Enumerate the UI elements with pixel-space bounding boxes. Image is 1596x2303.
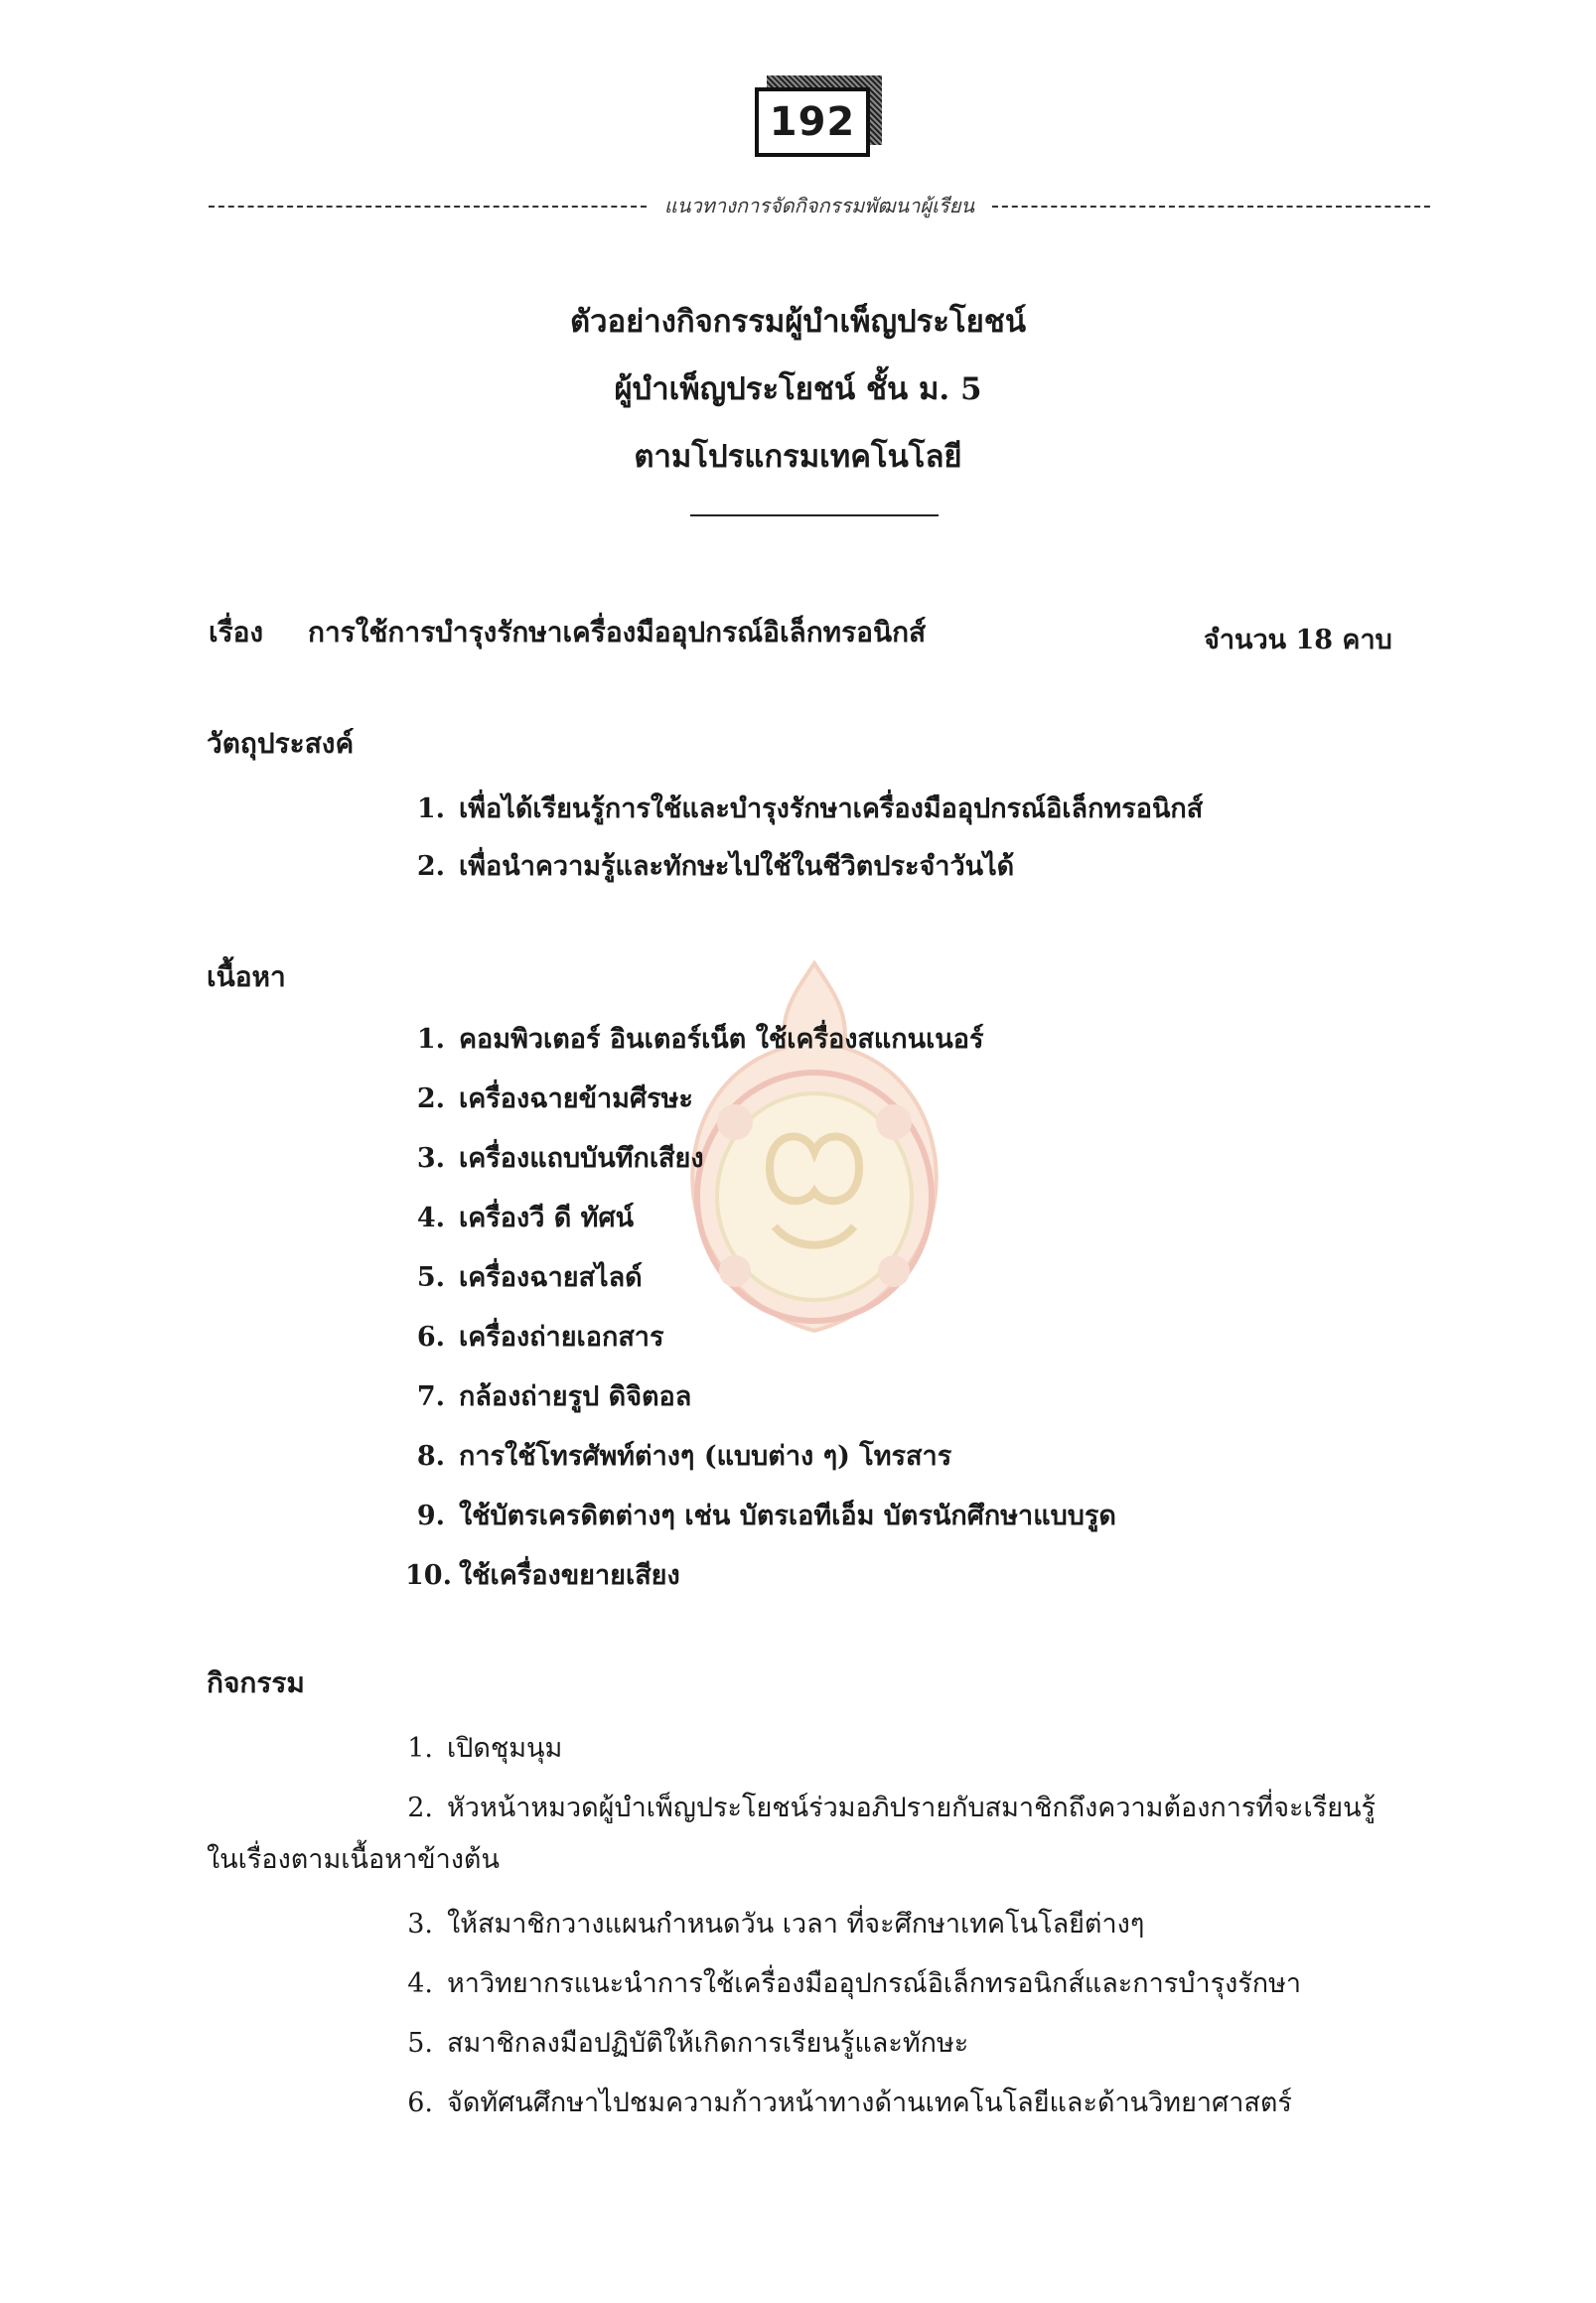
document-title: ตัวอย่างกิจกรรมผู้บำเพ็ญประโยชน์ [569,304,1027,340]
item-number: 10. [405,1560,452,1591]
item-text: เครื่องฉายสไลด์ [459,1262,643,1293]
item-text: เพื่อนำความรู้และทักษะไปใช้ในชีวิตประจำวันได้ [459,851,1015,882]
item-number: 5. [416,1262,445,1293]
item-number: 5. [407,2028,433,2059]
item-text: สมาชิกลงมือปฏิบัติให้เกิดการเรียนรู้และทักษะ [447,2028,969,2059]
item-number: 6. [407,2087,433,2118]
period-count: จำนวน 18 คาบ [1204,625,1392,655]
office-seal-emblem-icon [675,953,953,1341]
activity-item-continuation: ในเรื่องตามเนื้อหาข้างต้น [207,1844,500,1875]
page-number-badge [755,83,884,163]
item-text: เครื่องฉายข้ามศีรษะ [459,1083,693,1114]
document-subtitle-grade: ผู้บำเพ็ญประโยชน์ ชั้น ม. 5 [614,371,982,407]
content-item [405,1315,663,1358]
activity-item [393,2021,968,2064]
item-text: เครื่องแถบบันทึกเสียง [459,1143,704,1174]
item-number: 9. [416,1501,445,1531]
item-text: คอมพิวเตอร์ อินเตอร์เน็ต ใช้เครื่องสแกนเนอร์ [459,1024,984,1055]
item-text: เครื่องถ่ายเอกสาร [459,1322,664,1353]
content-item [405,1553,680,1596]
item-text: การใช้โทรศัพท์ต่างๆ (แบบต่าง ๆ) โทรสาร [459,1441,952,1472]
item-text: เครื่องวี ดี ทัศน์ [459,1203,635,1233]
objectives-heading: วัตถุประสงค์ [207,727,355,760]
item-number: 2. [407,1793,433,1823]
content-item [405,1017,983,1060]
objective-item [405,787,1203,829]
content-item [405,1077,693,1119]
item-text: หัวหน้าหมวดผู้บำเพ็ญประโยชน์ร่วมอภิปรายกับสมาชิกถึงความต้องการที่จะเรียนรู้ [447,1793,1377,1823]
item-number: 8. [416,1441,445,1472]
running-header [209,191,1430,220]
item-text: ใช้บัตรเครดิตต่างๆ เช่น บัตรเอทีเอ็ม บัตรนักศึกษาแบบรูด [459,1501,1116,1531]
content-heading: เนื้อหา [207,960,286,993]
item-text: เปิดชุมนุม [447,1733,563,1764]
item-text: กล้องถ่ายรูป ดิจิตอล [459,1381,692,1412]
activities-heading: กิจกรรม [207,1666,305,1699]
subject-title: การใช้การบำรุงรักษาเครื่องมืออุปกรณ์อิเล็กทรอนิกส์ [308,616,927,648]
objective-item [405,844,1014,887]
activity-item [393,1902,1144,1944]
item-number: 6. [416,1322,445,1353]
content-item [405,1196,634,1238]
item-text: หาวิทยากรแนะนำการใช้เครื่องมืออุปกรณ์อิเล็กทรอนิกส์และการบำรุงรักษา [447,1968,1302,1999]
item-text: เพื่อได้เรียนรู้การใช้และบำรุงรักษาเครื่องมืออุปกรณ์อิเล็กทรอนิกส์ [459,793,1204,824]
content-item [405,1494,1116,1536]
item-text: ให้สมาชิกวางแผนกำหนดวัน เวลา ที่จะศึกษาเทคโนโลยีต่างๆ [447,1909,1145,1940]
item-number: 3. [416,1143,445,1174]
page-number: 192 [755,87,870,157]
item-text: ใช้เครื่องขยายเสียง [459,1560,680,1591]
item-number: 1. [416,793,445,824]
title-divider [690,514,939,516]
document-subtitle-program: ตามโปรแกรมเทคโนโลยี [634,439,962,475]
item-number: 3. [407,1909,433,1940]
item-number: 2. [416,1083,445,1114]
subject-label: เรื่อง [209,616,264,648]
item-number: 1. [416,1024,445,1055]
activity-item [393,1786,1376,1828]
activity-item [393,1726,562,1769]
content-item [405,1434,951,1477]
header-dash-left [209,206,647,208]
item-number: 1. [407,1733,433,1764]
header-dash-right [992,206,1430,208]
content-item [405,1255,643,1298]
item-text: จัดทัศนศึกษาไปชมความก้าวหน้าทางด้านเทคโนโลยีและด้านวิทยาศาสตร์ [447,2087,1292,2118]
item-number: 2. [416,851,445,882]
content-item [405,1136,704,1179]
activity-item [393,1961,1301,2004]
item-number: 4. [416,1203,445,1233]
item-number: 7. [416,1381,445,1412]
item-number: 4. [407,1968,433,1999]
activity-item [393,2081,1292,2123]
content-item [405,1374,691,1417]
running-title: แนวทางการจัดกิจกรรมพัฒนาผู้เรียน [663,194,975,217]
